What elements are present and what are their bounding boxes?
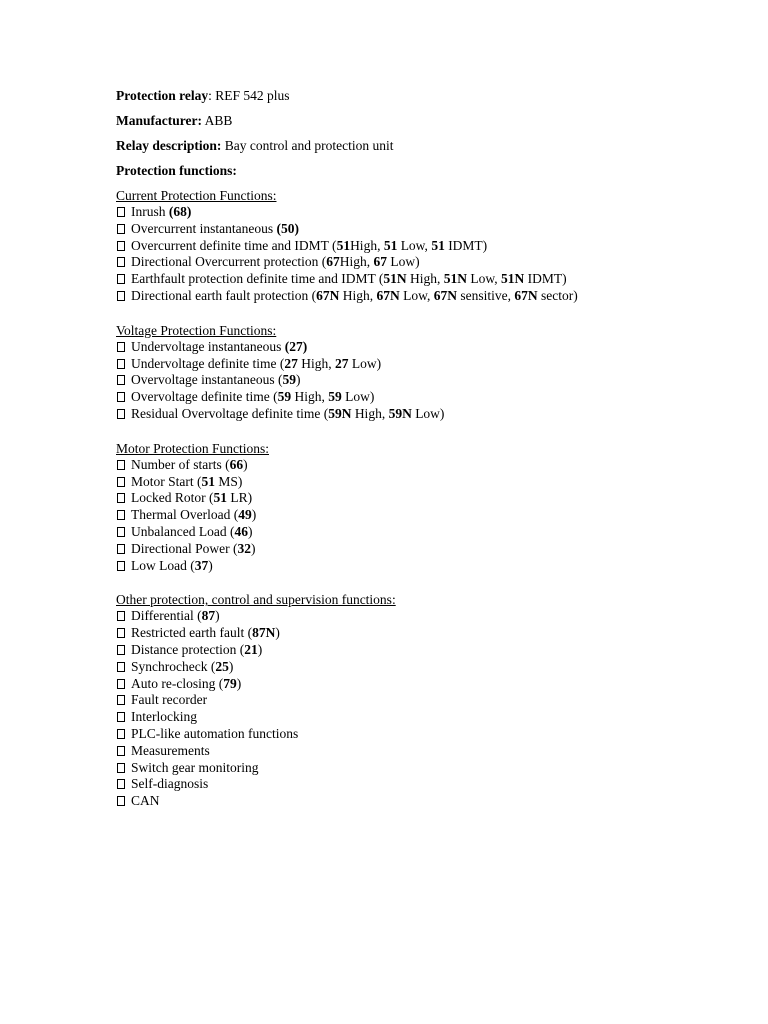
- checkbox-icon: [117, 628, 125, 638]
- checkbox-icon: [117, 729, 125, 739]
- item-text-segment: Interlocking: [131, 709, 197, 725]
- function-item-text: [131, 356, 381, 371]
- item-text-segment: Low Load (: [131, 557, 195, 573]
- relay-label: Protection relay: [116, 88, 209, 103]
- ansi-code: 67N: [433, 287, 458, 303]
- function-item-text: [131, 254, 420, 269]
- function-item-text: [131, 507, 256, 522]
- item-text-segment: Self-diagnosis: [131, 776, 209, 792]
- function-item-text: [131, 204, 191, 219]
- ansi-code: 27: [334, 355, 349, 371]
- item-text-segment: IDMT): [444, 237, 488, 253]
- ansi-code: 25: [215, 658, 229, 674]
- ansi-code: 27: [284, 355, 298, 371]
- ansi-code: 59: [282, 372, 296, 388]
- function-item: [116, 743, 746, 760]
- ansi-code: 46: [234, 523, 248, 539]
- section-heading: Motor Protection Functions:: [116, 440, 269, 456]
- item-text-segment: High,: [339, 287, 377, 303]
- function-item: [116, 356, 746, 373]
- function-item-text: [131, 793, 160, 808]
- ansi-code: 51N: [443, 271, 468, 287]
- function-section: [116, 440, 746, 575]
- item-text-segment: Low,: [397, 237, 432, 253]
- checkbox-icon: [117, 763, 125, 773]
- ansi-code: 37: [194, 557, 209, 573]
- function-item-text: [131, 406, 444, 421]
- function-list: [116, 457, 746, 575]
- function-item: [116, 288, 746, 305]
- item-text-segment: LR): [226, 490, 253, 506]
- checkbox-icon: [117, 645, 125, 655]
- function-item: [116, 204, 746, 221]
- function-list: [116, 339, 746, 423]
- function-item: [116, 457, 746, 474]
- checkbox-icon: [117, 241, 125, 251]
- ansi-code: (27): [284, 338, 308, 354]
- function-item-text: [131, 709, 197, 724]
- checkbox-icon: [117, 342, 125, 352]
- item-text-segment: Locked Rotor (: [131, 490, 214, 506]
- function-item: [116, 625, 746, 642]
- function-item: [116, 659, 746, 676]
- function-item-text: [131, 608, 220, 623]
- item-text-segment: Low): [411, 405, 445, 421]
- ansi-code: 87N: [252, 625, 276, 641]
- item-text-segment: IDMT): [524, 271, 567, 287]
- ansi-code: 21: [244, 641, 258, 657]
- function-item-text: [131, 541, 255, 556]
- function-item-text: [131, 692, 207, 707]
- checkbox-icon: [117, 712, 125, 722]
- item-text-segment: sensitive,: [457, 287, 515, 303]
- item-text-segment: Overcurrent instantaneous: [131, 220, 277, 236]
- checkbox-icon: [117, 392, 125, 402]
- item-text-segment: High,: [291, 389, 329, 405]
- functions-line: [116, 162, 746, 179]
- function-item-text: [131, 490, 252, 505]
- ansi-code: 67N: [514, 287, 538, 303]
- description-value: Bay control and protection unit: [221, 138, 394, 153]
- item-text-segment: Auto re-closing (: [131, 675, 224, 691]
- item-text-segment: ): [247, 523, 253, 539]
- item-text-segment: Inrush: [131, 204, 169, 219]
- checkbox-icon: [117, 207, 125, 217]
- description-line: [116, 137, 746, 154]
- item-text-segment: Low): [348, 355, 382, 371]
- function-item-text: [131, 474, 242, 489]
- section-heading: Current Protection Functions:: [116, 188, 277, 203]
- function-item-text: [131, 642, 262, 657]
- function-item-text: [131, 524, 252, 539]
- checkbox-icon: [117, 662, 125, 672]
- manufacturer-line: [116, 112, 746, 129]
- function-item-text: [131, 238, 487, 253]
- ansi-code: 51: [336, 237, 351, 253]
- checkbox-icon: [117, 679, 125, 689]
- checkbox-icon: [117, 257, 125, 267]
- item-text-segment: High,: [350, 237, 384, 253]
- functions-label: Protection functions:: [116, 163, 237, 178]
- checkbox-icon: [117, 409, 125, 419]
- relay-value: : REF 542 plus: [208, 88, 290, 103]
- checkbox-icon: [117, 460, 125, 470]
- checkbox-icon: [117, 359, 125, 369]
- item-text-segment: ): [250, 540, 256, 556]
- ansi-code: 87: [201, 608, 216, 624]
- item-text-segment: ): [243, 456, 248, 472]
- section-heading: Voltage Protection Functions:: [116, 322, 277, 338]
- ansi-code: 51: [431, 237, 445, 253]
- function-item-text: [131, 389, 374, 404]
- item-text-segment: Distance protection (: [131, 641, 245, 657]
- checkbox-icon: [117, 779, 125, 789]
- ansi-code: 59N: [388, 405, 412, 421]
- function-item-text: [131, 372, 300, 387]
- item-text-segment: Directional Power (: [131, 540, 238, 556]
- item-text-segment: Low,: [467, 271, 502, 287]
- manufacturer-value: ABB: [201, 113, 233, 128]
- ansi-code: 51N: [383, 271, 407, 287]
- item-text-segment: sector): [537, 287, 578, 303]
- function-item-text: [131, 558, 213, 573]
- ansi-code: 51N: [501, 271, 525, 287]
- function-item: [116, 490, 746, 507]
- item-text-segment: High,: [351, 405, 389, 421]
- item-text-segment: Overcurrent definite time and IDMT (: [131, 237, 337, 253]
- function-item-text: [131, 760, 258, 775]
- document-content: [116, 87, 746, 810]
- checkbox-icon: [117, 796, 125, 806]
- function-item: [116, 507, 746, 524]
- ansi-code: 51: [213, 490, 227, 506]
- item-text-segment: CAN: [131, 793, 160, 809]
- item-text-segment: Low): [387, 254, 420, 270]
- item-text-segment: Residual Overvoltage definite time (: [131, 405, 329, 421]
- item-text-segment: High,: [339, 254, 374, 270]
- function-item: [116, 558, 746, 575]
- item-text-segment: Motor Start (: [131, 473, 202, 489]
- checkbox-icon: [117, 611, 125, 621]
- ansi-code: 67: [326, 254, 340, 270]
- function-item: [116, 524, 746, 541]
- checkbox-icon: [117, 527, 125, 537]
- checkbox-icon: [117, 375, 125, 385]
- function-item-text: [131, 288, 578, 303]
- item-text-segment: Overvoltage instantaneous (: [131, 372, 283, 388]
- function-section: [116, 187, 746, 305]
- function-item-text: [131, 659, 233, 674]
- item-text-segment: Unbalanced Load (: [131, 523, 235, 539]
- manufacturer-label: Manufacturer:: [116, 113, 202, 128]
- item-text-segment: Earthfault protection definite time and IDMT (: [131, 271, 384, 287]
- function-item: [116, 608, 746, 625]
- function-item-text: [131, 457, 248, 472]
- ansi-code: 51: [201, 473, 215, 489]
- function-item: [116, 406, 746, 423]
- function-item: [116, 793, 746, 810]
- function-item: [116, 238, 746, 255]
- function-item: [116, 642, 746, 659]
- function-section: [116, 591, 746, 810]
- item-text-segment: Overvoltage definite time (: [131, 389, 278, 405]
- ansi-code: 67N: [316, 287, 340, 303]
- item-text-segment: Thermal Overload (: [131, 507, 239, 523]
- function-item: [116, 676, 746, 693]
- item-text-segment: Synchrocheck (: [131, 658, 216, 674]
- function-item-text: [131, 339, 307, 354]
- item-text-segment: Restricted earth fault (: [131, 625, 253, 641]
- item-text-segment: ): [215, 608, 220, 624]
- function-item: [116, 474, 746, 491]
- function-item: [116, 221, 746, 238]
- item-text-segment: Directional Overcurrent protection (: [131, 254, 327, 270]
- checkbox-icon: [117, 274, 125, 284]
- ansi-code: 51: [383, 237, 398, 253]
- item-text-segment: High,: [406, 271, 444, 287]
- function-item-text: [131, 625, 280, 640]
- ansi-code: 32: [237, 540, 251, 556]
- item-text-segment: ): [295, 372, 301, 388]
- function-item: [116, 254, 746, 271]
- item-text-segment: High,: [297, 355, 335, 371]
- ansi-code: 59: [328, 389, 342, 405]
- item-text-segment: Switch gear monitoring: [131, 759, 259, 775]
- item-text-segment: ): [208, 557, 213, 573]
- item-text-segment: ): [228, 658, 234, 674]
- function-item: [116, 372, 746, 389]
- item-text-segment: Fault recorder: [131, 692, 208, 708]
- section-heading: Other protection, control and supervision functions:: [116, 592, 396, 608]
- item-text-segment: MS): [215, 473, 243, 489]
- item-text-segment: Low): [341, 389, 375, 405]
- item-text-segment: Number of starts (: [131, 456, 230, 472]
- function-item-text: [131, 726, 298, 741]
- function-item: [116, 692, 746, 709]
- item-text-segment: Measurements: [131, 742, 210, 758]
- item-text-segment: ): [251, 507, 257, 523]
- function-item: [116, 726, 746, 743]
- item-text-segment: PLC-like automation functions: [131, 725, 299, 741]
- function-item: [116, 541, 746, 558]
- ansi-code: 67: [373, 254, 388, 270]
- item-text-segment: ): [275, 625, 280, 641]
- item-text-segment: Directional earth fault protection (: [131, 287, 317, 303]
- checkbox-icon: [117, 291, 125, 301]
- ansi-code: 66: [229, 456, 244, 472]
- description-label: Relay description:: [116, 138, 222, 153]
- checkbox-icon: [117, 510, 125, 520]
- ansi-code: 59N: [328, 405, 352, 421]
- function-item-text: [131, 221, 299, 236]
- function-item: [116, 339, 746, 356]
- ansi-code: 67N: [376, 287, 400, 303]
- item-text-segment: ): [257, 641, 263, 657]
- checkbox-icon: [117, 493, 125, 503]
- checkbox-icon: [117, 544, 125, 554]
- item-text-segment: Undervoltage instantaneous: [131, 338, 285, 354]
- item-text-segment: ): [236, 675, 242, 691]
- function-item: [116, 389, 746, 406]
- checkbox-icon: [117, 477, 125, 487]
- checkbox-icon: [117, 561, 125, 571]
- function-list: [116, 204, 746, 305]
- function-item: [116, 760, 746, 777]
- item-text-segment: Low,: [399, 287, 434, 303]
- item-text-segment: Undervoltage definite time (: [131, 355, 285, 371]
- function-item-text: [131, 271, 567, 286]
- ansi-code: (50): [276, 220, 299, 236]
- function-section: [116, 322, 746, 423]
- function-list: [116, 608, 746, 810]
- checkbox-icon: [117, 224, 125, 234]
- function-item-text: [131, 743, 210, 758]
- ansi-code: 79: [223, 675, 237, 691]
- item-text-segment: Differential (: [131, 608, 202, 624]
- ansi-code: 49: [238, 507, 252, 523]
- ansi-code: 59: [277, 389, 292, 405]
- function-item: [116, 271, 746, 288]
- function-item: [116, 776, 746, 793]
- function-item-text: [131, 676, 241, 691]
- function-item: [116, 709, 746, 726]
- checkbox-icon: [117, 746, 125, 756]
- function-item-text: [131, 776, 208, 791]
- function-sections: [116, 187, 746, 810]
- relay-line: [116, 87, 746, 104]
- ansi-code: (68): [168, 204, 192, 219]
- checkbox-icon: [117, 695, 125, 705]
